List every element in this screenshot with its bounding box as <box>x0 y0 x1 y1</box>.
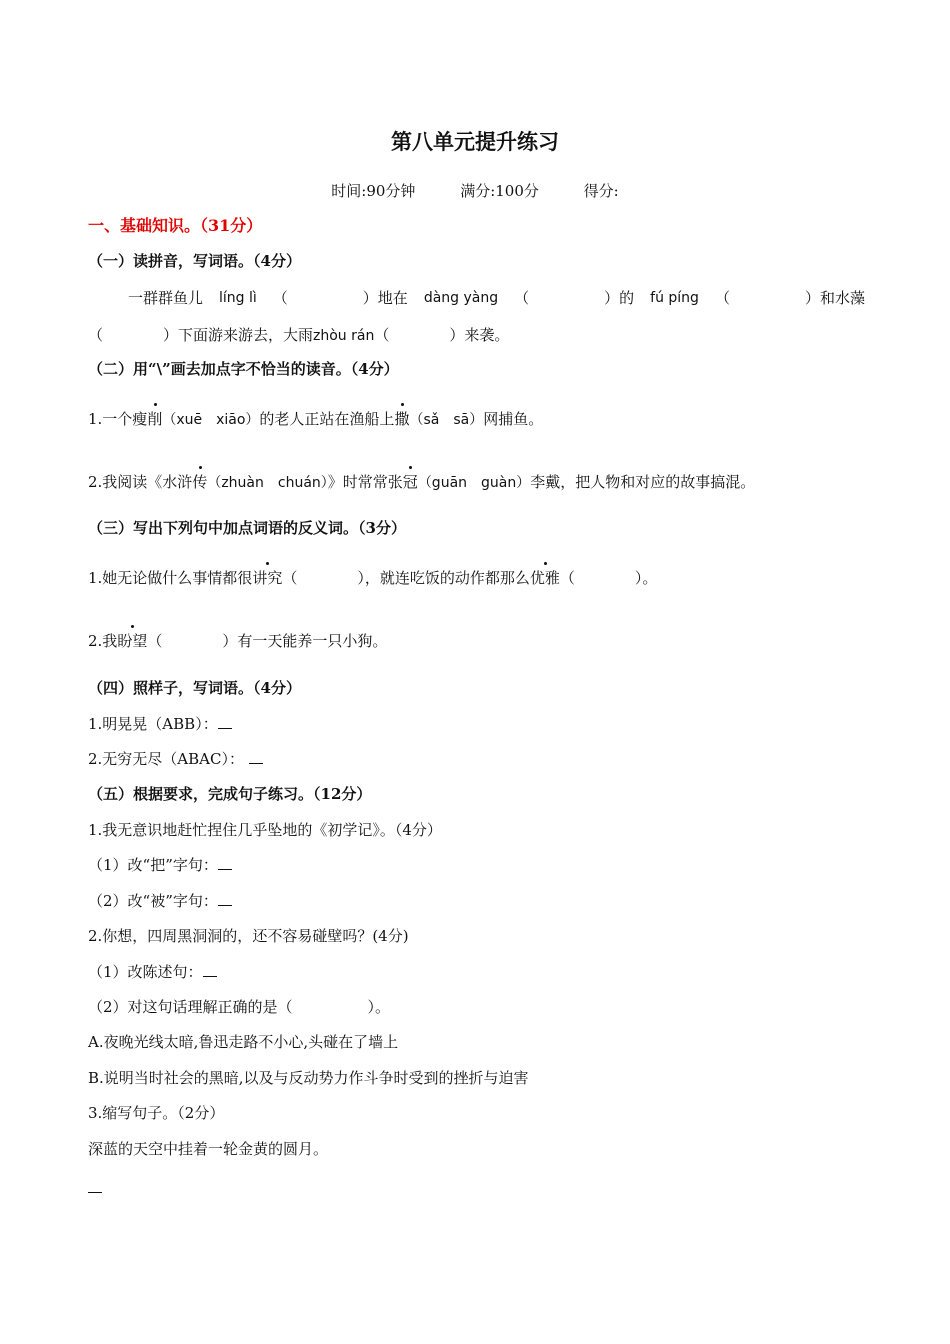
part4-question-2 <box>88 749 263 769</box>
full-score-label: 满分:100分 <box>460 182 539 200</box>
part4-question-1 <box>88 714 232 734</box>
part5-question-2b[interactable]: （2）对这句话理解正确的是（ ）。 <box>88 998 391 1016</box>
option-b[interactable]: B.说明当时社会的黑暗,以及与反动势力作斗争时受到的挫折与迫害 <box>88 1069 529 1087</box>
section-heading-basic: 一、基础知识。（31分） <box>88 216 263 235</box>
pinyin-line-2 <box>88 325 509 346</box>
dotted-char: 撒 <box>394 410 410 428</box>
answer-blank[interactable] <box>203 962 217 977</box>
exam-meta <box>0 180 950 201</box>
question-text: （2）改“被”字句： <box>88 892 218 910</box>
answer-blank[interactable]: （ ）有一天能养一只小狗。 <box>147 632 388 650</box>
dotted-word: 盼望 <box>117 632 148 650</box>
answer-blank[interactable]: （ ）和水藻 <box>714 289 865 307</box>
part3-question-1 <box>88 568 657 588</box>
dotted-char: 削 <box>147 410 163 428</box>
question-text: 1.明晃晃（ABB）： <box>88 715 218 733</box>
part5-question-3-answer <box>88 1178 102 1198</box>
part2-question-2 <box>88 472 755 493</box>
answer-blank[interactable]: （ ）来袭。 <box>374 326 510 344</box>
pinyin-line-1 <box>128 288 865 308</box>
text: 网捕鱼。 <box>483 410 544 428</box>
text: 》时常常张 <box>327 473 403 491</box>
part2-question-1 <box>88 409 543 430</box>
part5-question-2: 2.你想，四周黑洞洞的，还不容易碰壁吗？(4分) <box>88 927 409 945</box>
answer-blank[interactable] <box>218 855 232 870</box>
part5-question-3: 3.缩写句子。（2分） <box>88 1104 225 1122</box>
part3-question-2 <box>88 631 387 651</box>
option-a[interactable]: A.夜晚光线太暗,鲁迅走路不小心,头碰在了墙上 <box>88 1033 399 1051</box>
answer-blank[interactable]: （ ）地在 <box>272 289 408 307</box>
part5-question-2a <box>88 962 217 982</box>
score-label: 得分: <box>583 182 619 200</box>
answer-blank[interactable]: （ ）。 <box>559 569 658 587</box>
pinyin-options[interactable]: （zhuàn chuán） <box>207 475 328 491</box>
dotted-char: 冠 <box>402 473 418 491</box>
part4-heading: （四）照样子，写词语。（4分） <box>88 679 301 697</box>
part1-heading: （一）读拼音，写词语。（4分） <box>88 252 301 270</box>
part5-question-3-text: 深蓝的天空中挂着一轮金黄的圆月。 <box>88 1140 329 1158</box>
answer-blank[interactable] <box>88 1178 102 1193</box>
text: 李戴，把人物和对应的故事搞混。 <box>530 473 756 491</box>
answer-blank[interactable]: （ ）的 <box>514 289 635 307</box>
pinyin: líng lì <box>219 290 257 306</box>
pinyin-options[interactable]: （sǎ sā） <box>409 412 484 428</box>
part2-heading: （二）用“\”画去加点字不恰当的读音。（4分） <box>88 360 399 378</box>
dotted-char: 传 <box>192 473 208 491</box>
part5-question-1: 1.我无意识地赶忙捏住几乎坠地的《初学记》。（4分） <box>88 821 442 839</box>
answer-blank[interactable]: （ ），就连吃饭的动作都那么 <box>282 569 530 587</box>
question-text: （1）改陈述句： <box>88 963 203 981</box>
pinyin: dàng yàng <box>423 290 499 306</box>
answer-blank[interactable] <box>218 891 232 906</box>
text: 的老人正站在渔船上 <box>259 410 395 428</box>
text: 2.我阅读《水浒 <box>88 473 193 491</box>
part5-question-1a <box>88 855 232 875</box>
text: 1.一个瘦 <box>88 410 148 428</box>
answer-blank[interactable] <box>218 714 232 729</box>
answer-blank[interactable]: （ ）下面游来游去，大雨 <box>88 326 314 344</box>
text: 一群群鱼儿 <box>128 289 204 307</box>
question-text: 2.无穷无尽（ABAC）： <box>88 750 244 768</box>
question-text: （1）改“把”字句： <box>88 856 218 874</box>
pinyin-options[interactable]: （xuē xiāo） <box>162 412 260 428</box>
part3-heading: （三）写出下列句中加点词语的反义词。（3分） <box>88 519 406 537</box>
dotted-word: 讲究 <box>252 569 283 587</box>
time-label: 时间:90分钟 <box>331 182 416 200</box>
page-title: 第八单元提升练习 <box>391 129 559 154</box>
pinyin: zhòu rán <box>313 328 375 344</box>
pinyin-options[interactable]: （guān guàn） <box>417 475 531 491</box>
pinyin: fú píng <box>650 290 699 306</box>
text: 1.她无论做什么事情都很 <box>88 569 253 587</box>
text: 2.我 <box>88 632 118 650</box>
dotted-word: 优雅 <box>529 569 560 587</box>
part5-question-1b <box>88 891 232 911</box>
answer-blank[interactable] <box>249 749 263 764</box>
part5-heading: （五）根据要求，完成句子练习。（12分） <box>88 785 372 803</box>
